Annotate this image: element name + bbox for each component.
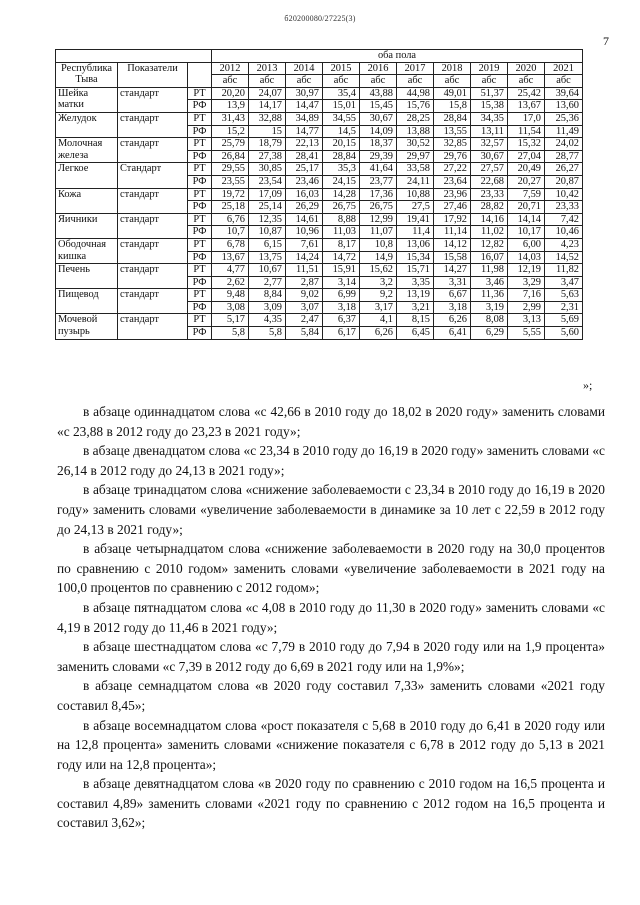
value-cell: 11,03 (323, 226, 360, 239)
value-cell: 6,26 (360, 327, 397, 340)
value-cell: 10,96 (286, 226, 323, 239)
value-cell: 28,41 (286, 150, 323, 163)
value-cell: 6,26 (434, 314, 471, 327)
value-cell: 30,67 (471, 150, 508, 163)
value-cell: 14,14 (508, 213, 545, 226)
indicator-cell: стандарт (118, 87, 188, 112)
column-header-code (188, 62, 212, 87)
region-code-rf: РФ (188, 125, 212, 138)
value-cell: 9,48 (212, 289, 249, 302)
value-cell: 27,46 (434, 201, 471, 214)
amendment-paragraph: в абзаце восемнадцатом слова «рост показателя с 5,68 в 2010 году до 6,41 в 2020 году или на 12,8 процента» заменить словами «снижение показателя с 6,78 в 2012 году до 5,13 в 2021 году или на 12,8 процента»; (57, 717, 605, 772)
value-cell: 3,35 (397, 276, 434, 289)
value-cell: 32,85 (434, 138, 471, 151)
value-cell: 22,68 (471, 175, 508, 188)
value-cell: 11,02 (471, 226, 508, 239)
value-cell: 11,14 (434, 226, 471, 239)
value-cell: 15 (249, 125, 286, 138)
indicator-cell: стандарт (118, 238, 188, 263)
group-header: оба пола (212, 50, 583, 63)
unit-header: абс (397, 75, 434, 88)
value-cell: 14,52 (545, 251, 583, 264)
table-header-group-row (56, 50, 583, 63)
value-cell: 4,1 (360, 314, 397, 327)
value-cell: 5,55 (508, 327, 545, 340)
value-cell: 3,07 (286, 301, 323, 314)
value-cell: 32,57 (471, 138, 508, 151)
value-cell: 28,84 (434, 112, 471, 125)
value-cell: 9,2 (360, 289, 397, 302)
value-cell: 3,31 (434, 276, 471, 289)
value-cell: 13,06 (397, 238, 434, 251)
value-cell: 23,33 (545, 201, 583, 214)
value-cell: 3,47 (545, 276, 583, 289)
value-cell: 32,88 (249, 112, 286, 125)
value-cell: 20,87 (545, 175, 583, 188)
value-cell: 49,01 (434, 87, 471, 100)
table-closing-quote: »; (583, 378, 593, 392)
indicator-cell: стандарт (118, 188, 188, 213)
value-cell: 6,76 (212, 213, 249, 226)
value-cell: 14,77 (286, 125, 323, 138)
value-cell: 23,77 (360, 175, 397, 188)
value-cell: 25,36 (545, 112, 583, 125)
value-cell: 11,4 (397, 226, 434, 239)
value-cell: 24,07 (249, 87, 286, 100)
value-cell: 13,67 (508, 100, 545, 113)
value-cell: 8,88 (323, 213, 360, 226)
value-cell: 34,55 (323, 112, 360, 125)
amendment-paragraph: в абзаце тринадцатом слова «снижение заболеваемости с 23,34 в 2010 году до 16,19 в 2020 году» заменить словами «увеличение заболеваемости в динамике за 10 лет с 22,59 в 2012 году до 24,13 в 2021 году»; (57, 482, 605, 537)
value-cell: 8,17 (323, 238, 360, 251)
amendment-paragraph: в абзаце семнадцатом слова «в 2020 году составил 7,33» заменить словами «2021 году составил 8,45»; (57, 678, 605, 713)
value-cell: 10,87 (249, 226, 286, 239)
region-code-rt: РТ (188, 314, 212, 327)
year-header: 2013 (249, 62, 286, 75)
site-name-cell: Легкое (56, 163, 118, 188)
value-cell: 30,52 (397, 138, 434, 151)
value-cell: 34,35 (471, 112, 508, 125)
value-cell: 26,75 (360, 201, 397, 214)
value-cell: 6,99 (323, 289, 360, 302)
value-cell: 29,55 (212, 163, 249, 176)
table-row (56, 163, 583, 176)
value-cell: 28,77 (545, 150, 583, 163)
region-code-rf: РФ (188, 327, 212, 340)
value-cell: 28,84 (323, 150, 360, 163)
value-cell: 4,23 (545, 238, 583, 251)
value-cell: 39,64 (545, 87, 583, 100)
indicator-cell: стандарт (118, 314, 188, 339)
indicator-cell: стандарт (118, 112, 188, 137)
amendment-paragraph: в абзаце девятнадцатом слова «в 2020 году по сравнению с 2010 годом на 16,5 процента и составил 4,89» заменить словами «2021 году по сравнению с 2012 годом на 16,5 процента и составил 3,62»; (57, 776, 605, 831)
value-cell: 51,37 (471, 87, 508, 100)
region-code-rf: РФ (188, 201, 212, 214)
table-row (56, 238, 583, 251)
value-cell: 6,37 (323, 314, 360, 327)
unit-header: абс (323, 75, 360, 88)
value-cell: 35,4 (323, 87, 360, 100)
year-header: 2017 (397, 62, 434, 75)
value-cell: 8,15 (397, 314, 434, 327)
value-cell: 17,09 (249, 188, 286, 201)
value-cell: 14,16 (471, 213, 508, 226)
value-cell: 11,82 (545, 264, 583, 277)
value-cell: 43,88 (360, 87, 397, 100)
value-cell: 11,49 (545, 125, 583, 138)
table-row (56, 289, 583, 302)
value-cell: 16,03 (286, 188, 323, 201)
value-cell: 10,88 (397, 188, 434, 201)
value-cell: 12,19 (508, 264, 545, 277)
value-cell: 12,35 (249, 213, 286, 226)
value-cell: 6,29 (471, 327, 508, 340)
value-cell: 13,11 (471, 125, 508, 138)
value-cell: 29,76 (434, 150, 471, 163)
value-cell: 4,35 (249, 314, 286, 327)
value-cell: 25,17 (286, 163, 323, 176)
value-cell: 2,62 (212, 276, 249, 289)
value-cell: 29,97 (397, 150, 434, 163)
value-cell: 7,42 (545, 213, 583, 226)
value-cell: 13,19 (397, 289, 434, 302)
value-cell: 3,18 (434, 301, 471, 314)
year-header: 2016 (360, 62, 397, 75)
region-code-rf: РФ (188, 251, 212, 264)
value-cell: 34,89 (286, 112, 323, 125)
value-cell: 5,69 (545, 314, 583, 327)
value-cell: 26,75 (323, 201, 360, 214)
site-name-cell: Яичники (56, 213, 118, 238)
region-code-rt: РТ (188, 87, 212, 100)
indicator-cell: Стандарт (118, 163, 188, 188)
value-cell: 3,29 (508, 276, 545, 289)
value-cell: 6,15 (249, 238, 286, 251)
value-cell: 15,91 (323, 264, 360, 277)
year-header: 2018 (434, 62, 471, 75)
value-cell: 15,71 (397, 264, 434, 277)
value-cell: 16,07 (471, 251, 508, 264)
value-cell: 3,13 (508, 314, 545, 327)
value-cell: 31,43 (212, 112, 249, 125)
value-cell: 35,3 (323, 163, 360, 176)
value-cell: 20,15 (323, 138, 360, 151)
value-cell: 26,27 (545, 163, 583, 176)
value-cell: 25,14 (249, 201, 286, 214)
value-cell: 2,77 (249, 276, 286, 289)
column-header-indicator: Показатели (118, 62, 188, 87)
table-row (56, 138, 583, 151)
value-cell: 11,98 (471, 264, 508, 277)
value-cell: 12,99 (360, 213, 397, 226)
table-row (56, 112, 583, 125)
value-cell: 23,46 (286, 175, 323, 188)
value-cell: 14,17 (249, 100, 286, 113)
value-cell: 13,60 (545, 100, 583, 113)
value-cell: 3,19 (471, 301, 508, 314)
value-cell: 2,99 (508, 301, 545, 314)
indicator-cell: стандарт (118, 289, 188, 314)
value-cell: 10,7 (212, 226, 249, 239)
region-code-rt: РТ (188, 289, 212, 302)
value-cell: 7,16 (508, 289, 545, 302)
value-cell: 10,8 (360, 238, 397, 251)
region-code-rf: РФ (188, 226, 212, 239)
amendment-paragraph: в абзаце пятнадцатом слова «с 4,08 в 2010 году до 11,30 в 2020 году» заменить словами «с 4,19 в 2012 году до 11,46 в 2021 году»; (57, 599, 605, 635)
value-cell: 26,84 (212, 150, 249, 163)
value-cell: 10,67 (249, 264, 286, 277)
unit-header: абс (249, 75, 286, 88)
region-code-rt: РТ (188, 163, 212, 176)
value-cell: 6,78 (212, 238, 249, 251)
table-body (56, 87, 583, 339)
value-cell: 20,49 (508, 163, 545, 176)
value-cell: 14,9 (360, 251, 397, 264)
value-cell: 17,36 (360, 188, 397, 201)
table-header-years-row (56, 62, 583, 75)
table-row (56, 87, 583, 100)
value-cell: 14,28 (323, 188, 360, 201)
site-name-cell: Ободочная кишка (56, 238, 118, 263)
value-cell: 14,27 (434, 264, 471, 277)
value-cell: 15,62 (360, 264, 397, 277)
value-cell: 25,42 (508, 87, 545, 100)
region-code-rf: РФ (188, 175, 212, 188)
year-header: 2015 (323, 62, 360, 75)
value-cell: 25,18 (212, 201, 249, 214)
value-cell: 15,38 (471, 100, 508, 113)
region-code-rf: РФ (188, 150, 212, 163)
year-header: 2019 (471, 62, 508, 75)
document-code: б20200080/27225(3) (284, 14, 356, 23)
value-cell: 15,58 (434, 251, 471, 264)
value-cell: 29,39 (360, 150, 397, 163)
value-cell: 33,58 (397, 163, 434, 176)
value-cell: 9,02 (286, 289, 323, 302)
amendment-paragraphs (57, 402, 605, 833)
value-cell: 7,61 (286, 238, 323, 251)
indicator-cell: стандарт (118, 264, 188, 289)
value-cell: 10,17 (508, 226, 545, 239)
value-cell: 15,2 (212, 125, 249, 138)
year-header: 2021 (545, 62, 583, 75)
table-row (56, 314, 583, 327)
value-cell: 3,21 (397, 301, 434, 314)
value-cell: 20,20 (212, 87, 249, 100)
unit-header: абс (545, 75, 583, 88)
value-cell: 10,42 (545, 188, 583, 201)
value-cell: 6,41 (434, 327, 471, 340)
value-cell: 14,61 (286, 213, 323, 226)
table-row (56, 264, 583, 277)
value-cell: 8,08 (471, 314, 508, 327)
value-cell: 24,02 (545, 138, 583, 151)
value-cell: 11,54 (508, 125, 545, 138)
value-cell: 3,17 (360, 301, 397, 314)
unit-header: абс (508, 75, 545, 88)
value-cell: 6,45 (397, 327, 434, 340)
value-cell: 28,82 (471, 201, 508, 214)
unit-header: абс (212, 75, 249, 88)
site-name-cell: Молочная железа (56, 138, 118, 163)
value-cell: 19,72 (212, 188, 249, 201)
value-cell: 20,71 (508, 201, 545, 214)
site-name-cell: Печень (56, 264, 118, 289)
page-number: 7 (603, 34, 609, 48)
region-code-rt: РТ (188, 188, 212, 201)
value-cell: 6,17 (323, 327, 360, 340)
value-cell: 18,37 (360, 138, 397, 151)
column-header-region: Республика Тыва (56, 62, 118, 87)
value-cell: 23,54 (249, 175, 286, 188)
value-cell: 5,8 (212, 327, 249, 340)
value-cell: 6,00 (508, 238, 545, 251)
value-cell: 15,32 (508, 138, 545, 151)
value-cell: 15,8 (434, 100, 471, 113)
year-header: 2012 (212, 62, 249, 75)
value-cell: 13,67 (212, 251, 249, 264)
value-cell: 17,92 (434, 213, 471, 226)
region-code-rf: РФ (188, 276, 212, 289)
value-cell: 14,12 (434, 238, 471, 251)
value-cell: 23,96 (434, 188, 471, 201)
value-cell: 13,75 (249, 251, 286, 264)
table-row (56, 188, 583, 201)
value-cell: 24,15 (323, 175, 360, 188)
value-cell: 20,27 (508, 175, 545, 188)
value-cell: 41,64 (360, 163, 397, 176)
value-cell: 23,64 (434, 175, 471, 188)
value-cell: 22,13 (286, 138, 323, 151)
value-cell: 5,17 (212, 314, 249, 327)
unit-header: абс (360, 75, 397, 88)
value-cell: 3,2 (360, 276, 397, 289)
value-cell: 3,46 (471, 276, 508, 289)
value-cell: 19,41 (397, 213, 434, 226)
value-cell: 13,88 (397, 125, 434, 138)
value-cell: 23,33 (471, 188, 508, 201)
value-cell: 28,25 (397, 112, 434, 125)
value-cell: 15,45 (360, 100, 397, 113)
value-cell: 11,07 (360, 226, 397, 239)
value-cell: 5,84 (286, 327, 323, 340)
value-cell: 14,24 (286, 251, 323, 264)
value-cell: 3,09 (249, 301, 286, 314)
value-cell: 26,29 (286, 201, 323, 214)
value-cell: 14,09 (360, 125, 397, 138)
amendment-paragraph: в абзаце четырнадцатом слова «снижение заболеваемости в 2020 году на 30,0 процентов по сравнению с 2010 годом» заменить словами «увеличение заболеваемости в 2021 году на 100,0 процентов по сравнению с 2012 годом»; (57, 541, 605, 596)
unit-header: абс (286, 75, 323, 88)
value-cell: 13,55 (434, 125, 471, 138)
year-header: 2014 (286, 62, 323, 75)
table-row (56, 213, 583, 226)
incidence-table (55, 49, 583, 340)
region-code-rt: РТ (188, 138, 212, 151)
value-cell: 3,18 (323, 301, 360, 314)
value-cell: 27,5 (397, 201, 434, 214)
site-name-cell: Кожа (56, 188, 118, 213)
value-cell: 27,38 (249, 150, 286, 163)
value-cell: 44,98 (397, 87, 434, 100)
value-cell: 14,5 (323, 125, 360, 138)
value-cell: 18,79 (249, 138, 286, 151)
value-cell: 14,47 (286, 100, 323, 113)
region-code-rf: РФ (188, 100, 212, 113)
value-cell: 15,76 (397, 100, 434, 113)
value-cell: 3,08 (212, 301, 249, 314)
site-name-cell: Желудок (56, 112, 118, 137)
value-cell: 24,11 (397, 175, 434, 188)
value-cell: 6,67 (434, 289, 471, 302)
value-cell: 27,22 (434, 163, 471, 176)
amendment-paragraph: в абзаце двенадцатом слова «с 23,34 в 2010 году до 16,19 в 2020 году» заменить словами «с 26,14 в 2012 году до 24,13 в 2021 году»; (57, 443, 605, 478)
value-cell: 14,03 (508, 251, 545, 264)
indicator-cell: стандарт (118, 213, 188, 238)
region-code-rt: РТ (188, 213, 212, 226)
value-cell: 10,46 (545, 226, 583, 239)
site-name-cell: Пищевод (56, 289, 118, 314)
unit-header: абс (471, 75, 508, 88)
value-cell: 2,47 (286, 314, 323, 327)
value-cell: 17,0 (508, 112, 545, 125)
region-code-rf: РФ (188, 301, 212, 314)
value-cell: 30,97 (286, 87, 323, 100)
value-cell: 11,51 (286, 264, 323, 277)
region-code-rt: РТ (188, 264, 212, 277)
value-cell: 12,82 (471, 238, 508, 251)
value-cell: 15,34 (397, 251, 434, 264)
value-cell: 30,67 (360, 112, 397, 125)
site-name-cell: Мочевой пузырь (56, 314, 118, 339)
site-name-cell: Шейка матки (56, 87, 118, 112)
value-cell: 23,55 (212, 175, 249, 188)
value-cell: 2,87 (286, 276, 323, 289)
value-cell: 27,57 (471, 163, 508, 176)
header-empty-cell (56, 50, 212, 63)
value-cell: 30,85 (249, 163, 286, 176)
value-cell: 5,8 (249, 327, 286, 340)
value-cell: 3,14 (323, 276, 360, 289)
indicator-cell: стандарт (118, 138, 188, 163)
value-cell: 14,72 (323, 251, 360, 264)
value-cell: 2,31 (545, 301, 583, 314)
value-cell: 5,60 (545, 327, 583, 340)
amendment-paragraph: в абзаце шестнадцатом слова «с 7,79 в 2010 году до 7,94 в 2020 году или на 1,9 процента» заменить словами «с 7,39 в 2012 году до 6,69 в 2021 году или на 1,9%»; (57, 639, 605, 674)
region-code-rt: РТ (188, 238, 212, 251)
value-cell: 25,79 (212, 138, 249, 151)
value-cell: 13,9 (212, 100, 249, 113)
value-cell: 4,77 (212, 264, 249, 277)
value-cell: 7,59 (508, 188, 545, 201)
unit-header: абс (434, 75, 471, 88)
year-header: 2020 (508, 62, 545, 75)
value-cell: 15,01 (323, 100, 360, 113)
region-code-rt: РТ (188, 112, 212, 125)
amendment-paragraph: в абзаце одиннадцатом слова «с 42,66 в 2010 году до 18,02 в 2020 году» заменить словами «с 23,88 в 2012 году до 23,23 в 2021 году»; (57, 404, 605, 439)
value-cell: 5,63 (545, 289, 583, 302)
value-cell: 11,36 (471, 289, 508, 302)
value-cell: 27,04 (508, 150, 545, 163)
value-cell: 8,84 (249, 289, 286, 302)
